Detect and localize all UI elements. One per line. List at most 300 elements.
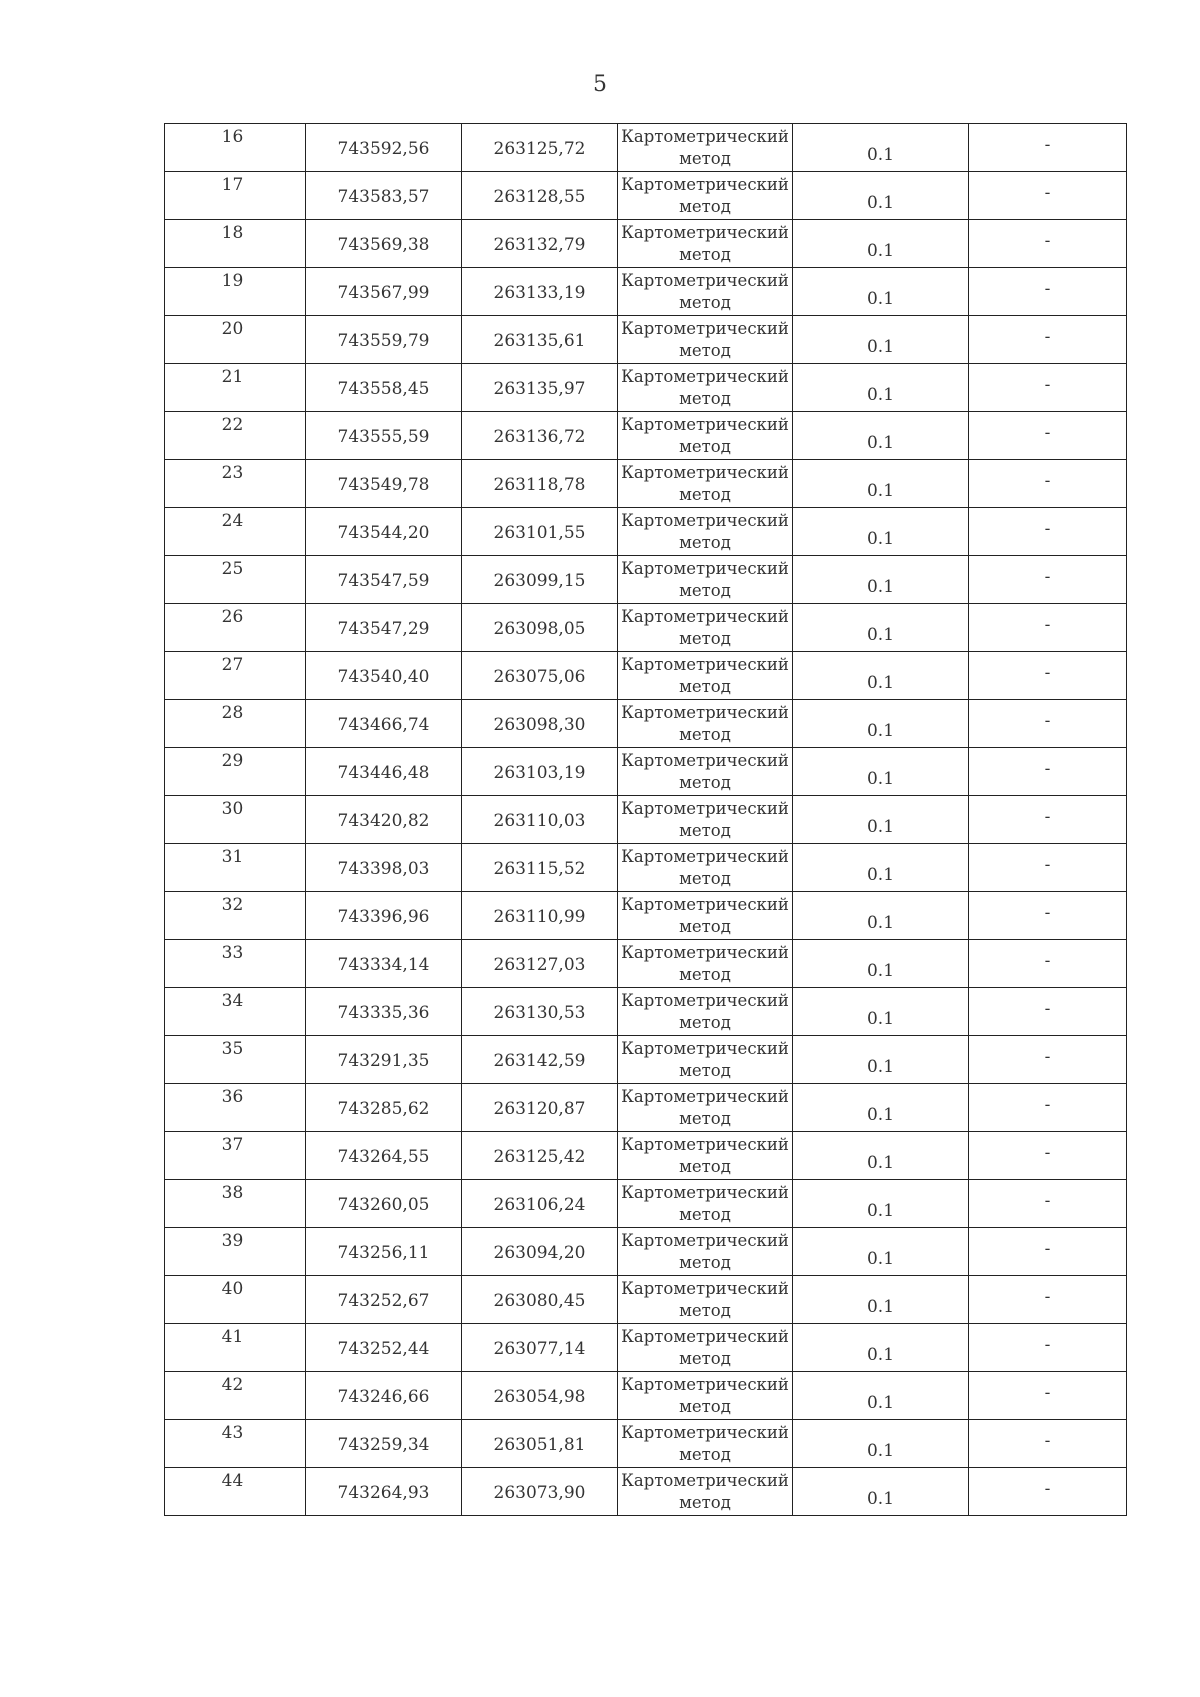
y-coordinate-cell	[462, 508, 618, 556]
method-text: Картометрический метод	[621, 222, 789, 264]
x-coordinate: 743558,45	[337, 378, 430, 399]
point-number: 22	[221, 415, 244, 435]
method-cell	[618, 268, 793, 316]
method-text: Картометрический метод	[621, 1182, 789, 1224]
point-number-cell	[165, 1180, 306, 1228]
point-number-cell	[165, 844, 306, 892]
accuracy-value: 0.1	[866, 1152, 895, 1173]
method-cell	[618, 220, 793, 268]
x-coordinate-cell	[306, 1228, 462, 1276]
description-value: -	[1044, 326, 1051, 347]
description-value: -	[1044, 1286, 1051, 1307]
method-text: Картометрический метод	[621, 1278, 789, 1320]
y-coordinate: 263135,97	[493, 378, 586, 399]
point-number-cell	[165, 1084, 306, 1132]
point-number: 23	[221, 463, 244, 483]
method-text: Картометрический метод	[621, 1038, 789, 1080]
table-row	[165, 652, 1127, 700]
method-text: Картометрический метод	[621, 1086, 789, 1128]
description-cell	[969, 172, 1127, 220]
x-coordinate-cell	[306, 988, 462, 1036]
point-number: 39	[221, 1231, 244, 1251]
point-number: 44	[221, 1471, 244, 1491]
table-row	[165, 220, 1127, 268]
point-number: 24	[221, 511, 244, 531]
accuracy-value: 0.1	[866, 576, 895, 597]
description-cell	[969, 1276, 1127, 1324]
accuracy-value: 0.1	[866, 288, 895, 309]
y-coordinate: 263118,78	[493, 474, 586, 495]
x-coordinate-cell	[306, 604, 462, 652]
x-coordinate: 743540,40	[337, 666, 430, 687]
description-value: -	[1044, 710, 1051, 731]
accuracy-value: 0.1	[866, 1344, 895, 1365]
point-number: 30	[221, 799, 244, 819]
y-coordinate: 263051,81	[493, 1434, 586, 1455]
point-number-cell	[165, 124, 306, 172]
y-coordinate: 263125,72	[493, 138, 586, 159]
method-cell	[618, 124, 793, 172]
y-coordinate-cell	[462, 892, 618, 940]
y-coordinate-cell	[462, 172, 618, 220]
y-coordinate-cell	[462, 940, 618, 988]
point-number: 18	[221, 223, 244, 243]
method-cell	[618, 1132, 793, 1180]
y-coordinate-cell	[462, 1084, 618, 1132]
method-text: Картометрический метод	[621, 1326, 789, 1368]
method-cell	[618, 1228, 793, 1276]
table-row	[165, 796, 1127, 844]
accuracy-value: 0.1	[866, 192, 895, 213]
method-cell	[618, 1468, 793, 1516]
table-row	[165, 844, 1127, 892]
description-value: -	[1044, 950, 1051, 971]
y-coordinate: 263127,03	[493, 954, 586, 975]
point-number-cell	[165, 172, 306, 220]
table-row	[165, 1420, 1127, 1468]
point-number-cell	[165, 508, 306, 556]
method-cell	[618, 604, 793, 652]
x-coordinate-cell	[306, 412, 462, 460]
y-coordinate: 263110,99	[493, 906, 586, 927]
description-cell	[969, 1180, 1127, 1228]
y-coordinate: 263094,20	[493, 1242, 586, 1263]
description-cell	[969, 268, 1127, 316]
method-text: Картометрический метод	[621, 606, 789, 648]
method-cell	[618, 988, 793, 1036]
description-value: -	[1044, 998, 1051, 1019]
method-cell	[618, 796, 793, 844]
table-row	[165, 556, 1127, 604]
accuracy-value: 0.1	[866, 1008, 895, 1029]
x-coordinate-cell	[306, 1132, 462, 1180]
accuracy-value: 0.1	[866, 864, 895, 885]
description-value: -	[1044, 1142, 1051, 1163]
x-coordinate: 743396,96	[337, 906, 430, 927]
y-coordinate: 263132,79	[493, 234, 586, 255]
point-number: 29	[221, 751, 244, 771]
accuracy-value: 0.1	[866, 672, 895, 693]
table-row	[165, 604, 1127, 652]
accuracy-value: 0.1	[866, 528, 895, 549]
x-coordinate-cell	[306, 796, 462, 844]
point-number: 20	[221, 319, 244, 339]
point-number: 41	[221, 1327, 244, 1347]
description-cell	[969, 1228, 1127, 1276]
y-coordinate-cell	[462, 1132, 618, 1180]
y-coordinate-cell	[462, 364, 618, 412]
y-coordinate-cell	[462, 124, 618, 172]
x-coordinate: 743252,67	[337, 1290, 430, 1311]
point-number-cell	[165, 796, 306, 844]
point-number-cell	[165, 1420, 306, 1468]
y-coordinate: 263106,24	[493, 1194, 586, 1215]
x-coordinate-cell	[306, 1324, 462, 1372]
accuracy-value: 0.1	[866, 480, 895, 501]
table-row	[165, 1372, 1127, 1420]
y-coordinate-cell	[462, 1276, 618, 1324]
point-number: 37	[221, 1135, 244, 1155]
table-row	[165, 1276, 1127, 1324]
point-number: 33	[221, 943, 244, 963]
accuracy-value: 0.1	[866, 1248, 895, 1269]
point-number-cell	[165, 220, 306, 268]
point-number: 27	[221, 655, 244, 675]
y-coordinate: 263103,19	[493, 762, 586, 783]
y-coordinate: 263101,55	[493, 522, 586, 543]
x-coordinate: 743569,38	[337, 234, 430, 255]
point-number: 26	[221, 607, 244, 627]
description-value: -	[1044, 230, 1051, 251]
x-coordinate-cell	[306, 1084, 462, 1132]
method-text: Картометрический метод	[621, 510, 789, 552]
x-coordinate: 743420,82	[337, 810, 430, 831]
page-number: 5	[593, 72, 607, 97]
x-coordinate-cell	[306, 748, 462, 796]
y-coordinate-cell	[462, 988, 618, 1036]
x-coordinate-cell	[306, 460, 462, 508]
accuracy-cell	[793, 1084, 969, 1132]
y-coordinate-cell	[462, 316, 618, 364]
x-coordinate: 743547,59	[337, 570, 430, 591]
description-cell	[969, 124, 1127, 172]
method-text: Картометрический метод	[621, 1374, 789, 1416]
description-cell	[969, 652, 1127, 700]
table-row	[165, 268, 1127, 316]
coordinates-table	[164, 123, 1127, 1516]
description-cell	[969, 1084, 1127, 1132]
accuracy-cell	[793, 316, 969, 364]
accuracy-cell	[793, 748, 969, 796]
accuracy-cell	[793, 412, 969, 460]
description-cell	[969, 508, 1127, 556]
method-text: Картометрический метод	[621, 894, 789, 936]
method-text: Картометрический метод	[621, 1422, 789, 1464]
y-coordinate-cell	[462, 220, 618, 268]
accuracy-cell	[793, 1420, 969, 1468]
x-coordinate: 743264,93	[337, 1482, 430, 1503]
y-coordinate: 263120,87	[493, 1098, 586, 1119]
x-coordinate-cell	[306, 1180, 462, 1228]
x-coordinate-cell	[306, 1372, 462, 1420]
accuracy-value: 0.1	[866, 336, 895, 357]
accuracy-cell	[793, 940, 969, 988]
point-number: 43	[221, 1423, 244, 1443]
method-cell	[618, 1180, 793, 1228]
method-cell	[618, 700, 793, 748]
accuracy-cell	[793, 460, 969, 508]
x-coordinate-cell	[306, 1276, 462, 1324]
y-coordinate-cell	[462, 412, 618, 460]
method-text: Картометрический метод	[621, 366, 789, 408]
accuracy-value: 0.1	[866, 720, 895, 741]
point-number: 25	[221, 559, 244, 579]
point-number: 16	[221, 127, 244, 147]
y-coordinate: 263110,03	[493, 810, 586, 831]
y-coordinate-cell	[462, 844, 618, 892]
method-cell	[618, 892, 793, 940]
point-number: 28	[221, 703, 244, 723]
accuracy-cell	[793, 364, 969, 412]
method-text: Картометрический метод	[621, 270, 789, 312]
accuracy-value: 0.1	[866, 624, 895, 645]
x-coordinate: 743547,29	[337, 618, 430, 639]
accuracy-cell	[793, 220, 969, 268]
accuracy-cell	[793, 988, 969, 1036]
x-coordinate-cell	[306, 172, 462, 220]
method-cell	[618, 412, 793, 460]
x-coordinate-cell	[306, 1420, 462, 1468]
description-value: -	[1044, 518, 1051, 539]
coordinates-table-body	[165, 124, 1127, 1516]
accuracy-cell	[793, 1036, 969, 1084]
description-value: -	[1044, 182, 1051, 203]
method-cell	[618, 172, 793, 220]
accuracy-value: 0.1	[866, 144, 895, 165]
point-number-cell	[165, 1276, 306, 1324]
description-value: -	[1044, 566, 1051, 587]
accuracy-value: 0.1	[866, 384, 895, 405]
method-text: Картометрический метод	[621, 942, 789, 984]
accuracy-value: 0.1	[866, 912, 895, 933]
description-value: -	[1044, 662, 1051, 683]
x-coordinate-cell	[306, 844, 462, 892]
y-coordinate-cell	[462, 748, 618, 796]
x-coordinate: 743256,11	[337, 1242, 430, 1263]
description-value: -	[1044, 1334, 1051, 1355]
point-number: 42	[221, 1375, 244, 1395]
point-number-cell	[165, 1468, 306, 1516]
method-text: Картометрический метод	[621, 126, 789, 168]
description-cell	[969, 1420, 1127, 1468]
description-cell	[969, 316, 1127, 364]
y-coordinate-cell	[462, 1324, 618, 1372]
accuracy-cell	[793, 172, 969, 220]
description-cell	[969, 460, 1127, 508]
table-row	[165, 1180, 1127, 1228]
accuracy-cell	[793, 124, 969, 172]
x-coordinate: 743544,20	[337, 522, 430, 543]
method-cell	[618, 1036, 793, 1084]
y-coordinate: 263098,30	[493, 714, 586, 735]
description-cell	[969, 1132, 1127, 1180]
table-row	[165, 124, 1127, 172]
x-coordinate: 743335,36	[337, 1002, 430, 1023]
y-coordinate-cell	[462, 268, 618, 316]
table-row	[165, 316, 1127, 364]
y-coordinate-cell	[462, 652, 618, 700]
method-text: Картометрический метод	[621, 1134, 789, 1176]
accuracy-value: 0.1	[866, 1296, 895, 1317]
description-value: -	[1044, 1094, 1051, 1115]
description-value: -	[1044, 470, 1051, 491]
description-value: -	[1044, 806, 1051, 827]
accuracy-value: 0.1	[866, 1200, 895, 1221]
y-coordinate: 263080,45	[493, 1290, 586, 1311]
y-coordinate: 263073,90	[493, 1482, 586, 1503]
method-cell	[618, 1276, 793, 1324]
description-value: -	[1044, 422, 1051, 443]
description-value: -	[1044, 854, 1051, 875]
method-text: Картометрический метод	[621, 846, 789, 888]
y-coordinate-cell	[462, 604, 618, 652]
description-cell	[969, 988, 1127, 1036]
y-coordinate: 263136,72	[493, 426, 586, 447]
x-coordinate: 743291,35	[337, 1050, 430, 1071]
method-text: Картометрический метод	[621, 702, 789, 744]
point-number-cell	[165, 1324, 306, 1372]
y-coordinate-cell	[462, 1228, 618, 1276]
x-coordinate: 743246,66	[337, 1386, 430, 1407]
point-number-cell	[165, 1036, 306, 1084]
method-cell	[618, 316, 793, 364]
description-cell	[969, 1036, 1127, 1084]
table-row	[165, 1324, 1127, 1372]
method-cell	[618, 748, 793, 796]
table-row	[165, 940, 1127, 988]
x-coordinate: 743446,48	[337, 762, 430, 783]
method-text: Картометрический метод	[621, 318, 789, 360]
x-coordinate: 743559,79	[337, 330, 430, 351]
description-cell	[969, 940, 1127, 988]
method-cell	[618, 940, 793, 988]
accuracy-cell	[793, 700, 969, 748]
y-coordinate: 263098,05	[493, 618, 586, 639]
description-value: -	[1044, 902, 1051, 923]
method-text: Картометрический метод	[621, 174, 789, 216]
accuracy-cell	[793, 604, 969, 652]
x-coordinate: 743549,78	[337, 474, 430, 495]
description-value: -	[1044, 614, 1051, 635]
point-number-cell	[165, 460, 306, 508]
x-coordinate-cell	[306, 364, 462, 412]
x-coordinate: 743264,55	[337, 1146, 430, 1167]
x-coordinate: 743592,56	[337, 138, 430, 159]
point-number-cell	[165, 1372, 306, 1420]
table-row	[165, 700, 1127, 748]
point-number-cell	[165, 748, 306, 796]
point-number-cell	[165, 988, 306, 1036]
point-number-cell	[165, 1132, 306, 1180]
table-row	[165, 1468, 1127, 1516]
table-row	[165, 508, 1127, 556]
method-cell	[618, 1324, 793, 1372]
x-coordinate-cell	[306, 892, 462, 940]
method-text: Картометрический метод	[621, 750, 789, 792]
y-coordinate: 263077,14	[493, 1338, 586, 1359]
description-cell	[969, 1324, 1127, 1372]
y-coordinate: 263115,52	[493, 858, 586, 879]
accuracy-value: 0.1	[866, 240, 895, 261]
point-number-cell	[165, 940, 306, 988]
accuracy-cell	[793, 508, 969, 556]
description-cell	[969, 220, 1127, 268]
x-coordinate: 743285,62	[337, 1098, 430, 1119]
x-coordinate: 743398,03	[337, 858, 430, 879]
point-number-cell	[165, 604, 306, 652]
description-cell	[969, 1372, 1127, 1420]
accuracy-cell	[793, 1276, 969, 1324]
method-text: Картометрический метод	[621, 558, 789, 600]
x-coordinate: 743259,34	[337, 1434, 430, 1455]
description-value: -	[1044, 374, 1051, 395]
table-row	[165, 1084, 1127, 1132]
accuracy-cell	[793, 268, 969, 316]
point-number: 17	[221, 175, 244, 195]
description-cell	[969, 1468, 1127, 1516]
description-value: -	[1044, 1046, 1051, 1067]
accuracy-cell	[793, 892, 969, 940]
table-row	[165, 1132, 1127, 1180]
x-coordinate-cell	[306, 1036, 462, 1084]
table-row	[165, 364, 1127, 412]
table-row	[165, 460, 1127, 508]
point-number-cell	[165, 892, 306, 940]
x-coordinate-cell	[306, 124, 462, 172]
y-coordinate: 263099,15	[493, 570, 586, 591]
method-cell	[618, 460, 793, 508]
point-number-cell	[165, 412, 306, 460]
point-number: 32	[221, 895, 244, 915]
accuracy-value: 0.1	[866, 432, 895, 453]
x-coordinate-cell	[306, 700, 462, 748]
point-number: 34	[221, 991, 244, 1011]
y-coordinate-cell	[462, 1420, 618, 1468]
y-coordinate-cell	[462, 1372, 618, 1420]
description-value: -	[1044, 1238, 1051, 1259]
method-cell	[618, 508, 793, 556]
method-cell	[618, 652, 793, 700]
x-coordinate-cell	[306, 556, 462, 604]
y-coordinate-cell	[462, 1180, 618, 1228]
accuracy-value: 0.1	[866, 960, 895, 981]
table-row	[165, 1036, 1127, 1084]
method-cell	[618, 364, 793, 412]
x-coordinate-cell	[306, 1468, 462, 1516]
point-number-cell	[165, 364, 306, 412]
accuracy-value: 0.1	[866, 768, 895, 789]
table-row	[165, 172, 1127, 220]
x-coordinate-cell	[306, 652, 462, 700]
accuracy-cell	[793, 1468, 969, 1516]
table-row	[165, 748, 1127, 796]
y-coordinate: 263075,06	[493, 666, 586, 687]
method-text: Картометрический метод	[621, 798, 789, 840]
method-text: Картометрический метод	[621, 462, 789, 504]
point-number-cell	[165, 268, 306, 316]
accuracy-value: 0.1	[866, 1104, 895, 1125]
point-number: 38	[221, 1183, 244, 1203]
